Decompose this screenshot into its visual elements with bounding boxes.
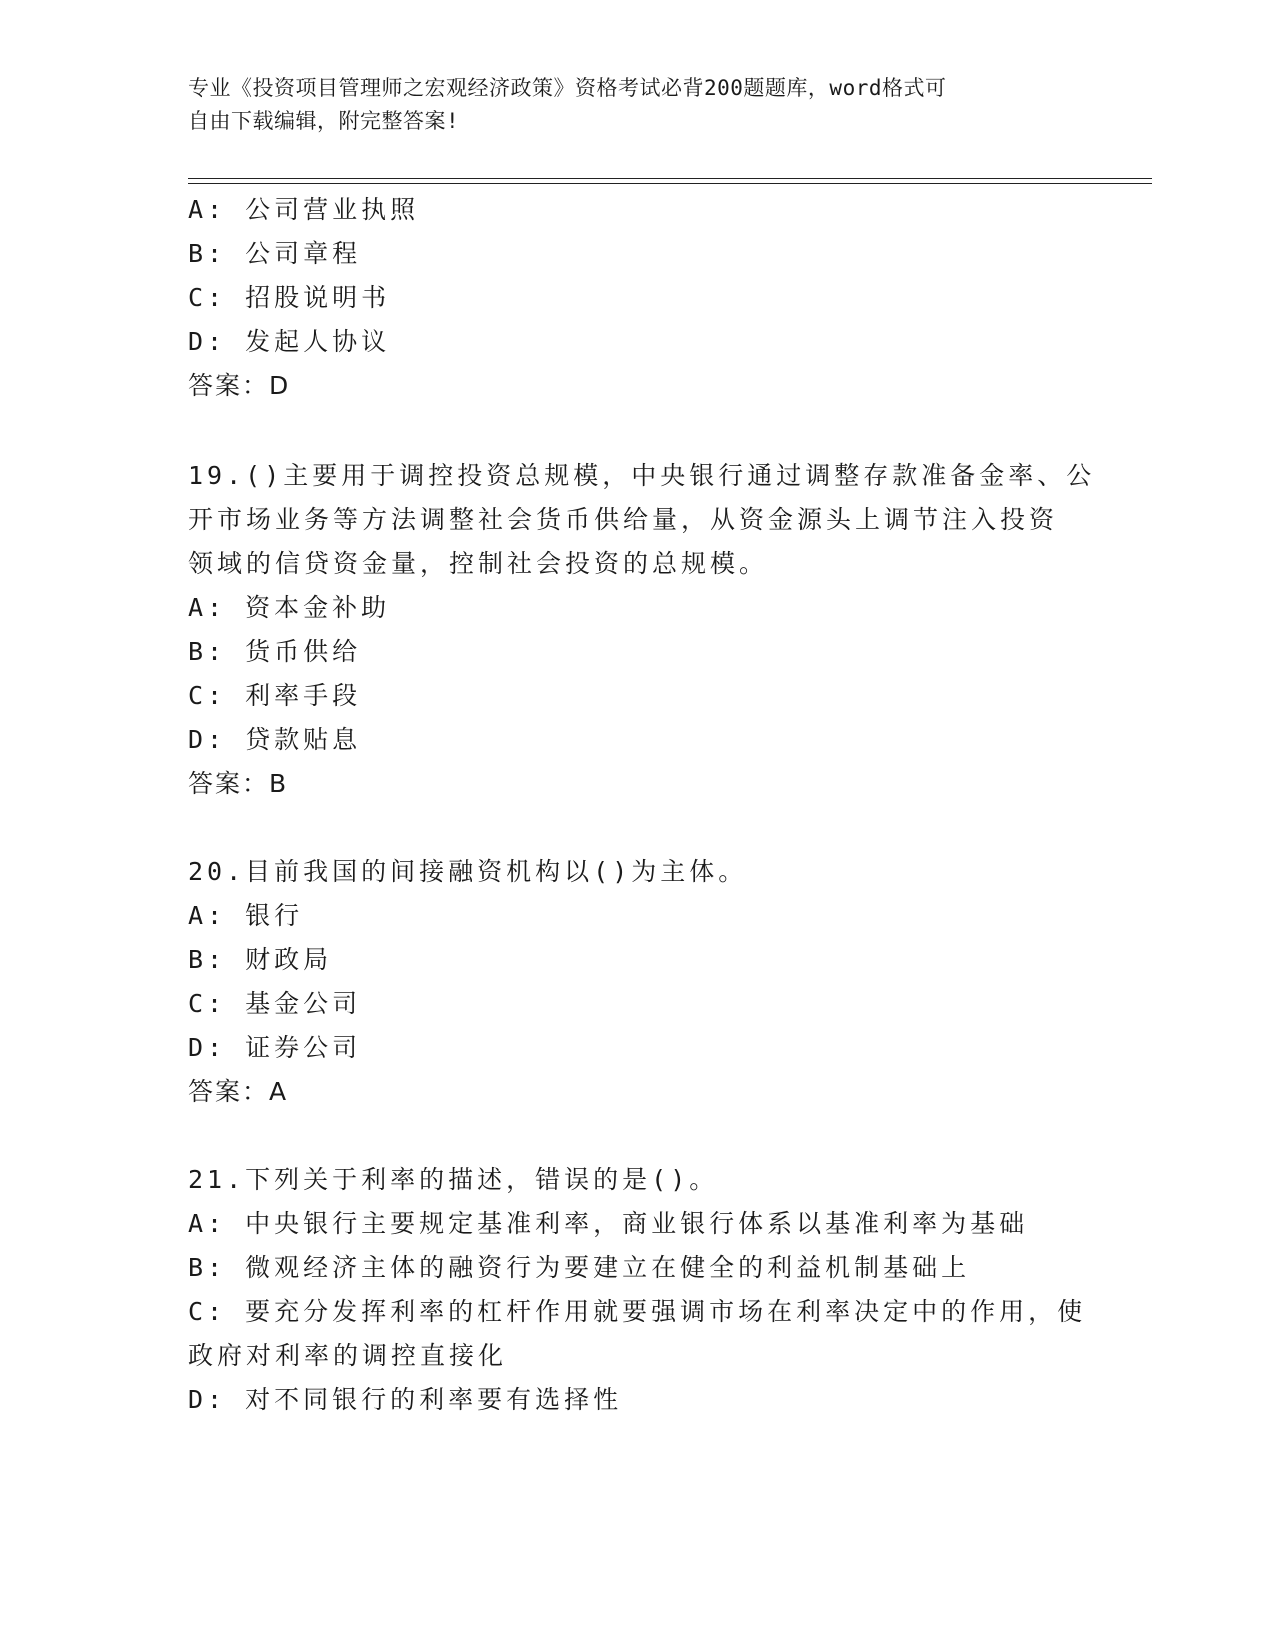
q20-stem-line-1: 20.目前我国的间接融资机构以()为主体。 <box>188 857 748 886</box>
q21-option-d: D: 对不同银行的利率要有选择性 <box>188 1385 623 1414</box>
q18-option-b: B: 公司章程 <box>188 239 362 268</box>
document-header <box>188 72 1068 138</box>
q21-option-b: B: 微观经济主体的融资行为要建立在健全的利益机制基础上 <box>188 1253 971 1282</box>
q19-answer: 答案：B <box>188 769 289 798</box>
header-line-2: 自由下载编辑，附完整答案! <box>188 109 460 133</box>
q20-option-b: B: 财政局 <box>188 945 333 974</box>
header-line-1: 专业《投资项目管理师之宏观经济政策》资格考试必背200题题库，word格式可 <box>188 76 947 100</box>
header-divider-bottom <box>188 183 1152 184</box>
q20-answer: 答案：A <box>188 1077 289 1106</box>
q21-option-a: A: 中央银行主要规定基准利率，商业银行体系以基准利率为基础 <box>188 1209 1029 1238</box>
q19-stem-line-2: 开市场业务等方法调整社会货币供给量，从资金源头上调节注入投资 <box>188 505 1059 534</box>
q19-stem-line-3: 领域的信贷资金量，控制社会投资的总规模。 <box>188 549 769 578</box>
q19-option-b: B: 货币供给 <box>188 637 362 666</box>
q18-answer: 答案：D <box>188 371 291 400</box>
q20-option-d: D: 证券公司 <box>188 1033 362 1062</box>
q21-option-c-line-1: C: 要充分发挥利率的杠杆作用就要强调市场在利率决定中的作用，使 <box>188 1297 1087 1326</box>
q20-option-a: A: 银行 <box>188 901 304 930</box>
q19-stem-line-1: 19.()主要用于调控投资总规模，中央银行通过调整存款准备金率、公 <box>188 461 1096 490</box>
q19-option-a: A: 资本金补助 <box>188 593 391 622</box>
header-divider-top <box>188 178 1152 179</box>
q20-option-c: C: 基金公司 <box>188 989 362 1018</box>
q19-option-d: D: 贷款贴息 <box>188 725 362 754</box>
q21-option-c-line-2: 政府对利率的调控直接化 <box>188 1341 508 1370</box>
q21-stem-line-1: 21.下列关于利率的描述，错误的是()。 <box>188 1165 719 1194</box>
q19-option-c: C: 利率手段 <box>188 681 362 710</box>
q18-option-c: C: 招股说明书 <box>188 283 391 312</box>
q18-option-d: D: 发起人协议 <box>188 327 391 356</box>
q18-option-a: A: 公司营业执照 <box>188 195 420 224</box>
